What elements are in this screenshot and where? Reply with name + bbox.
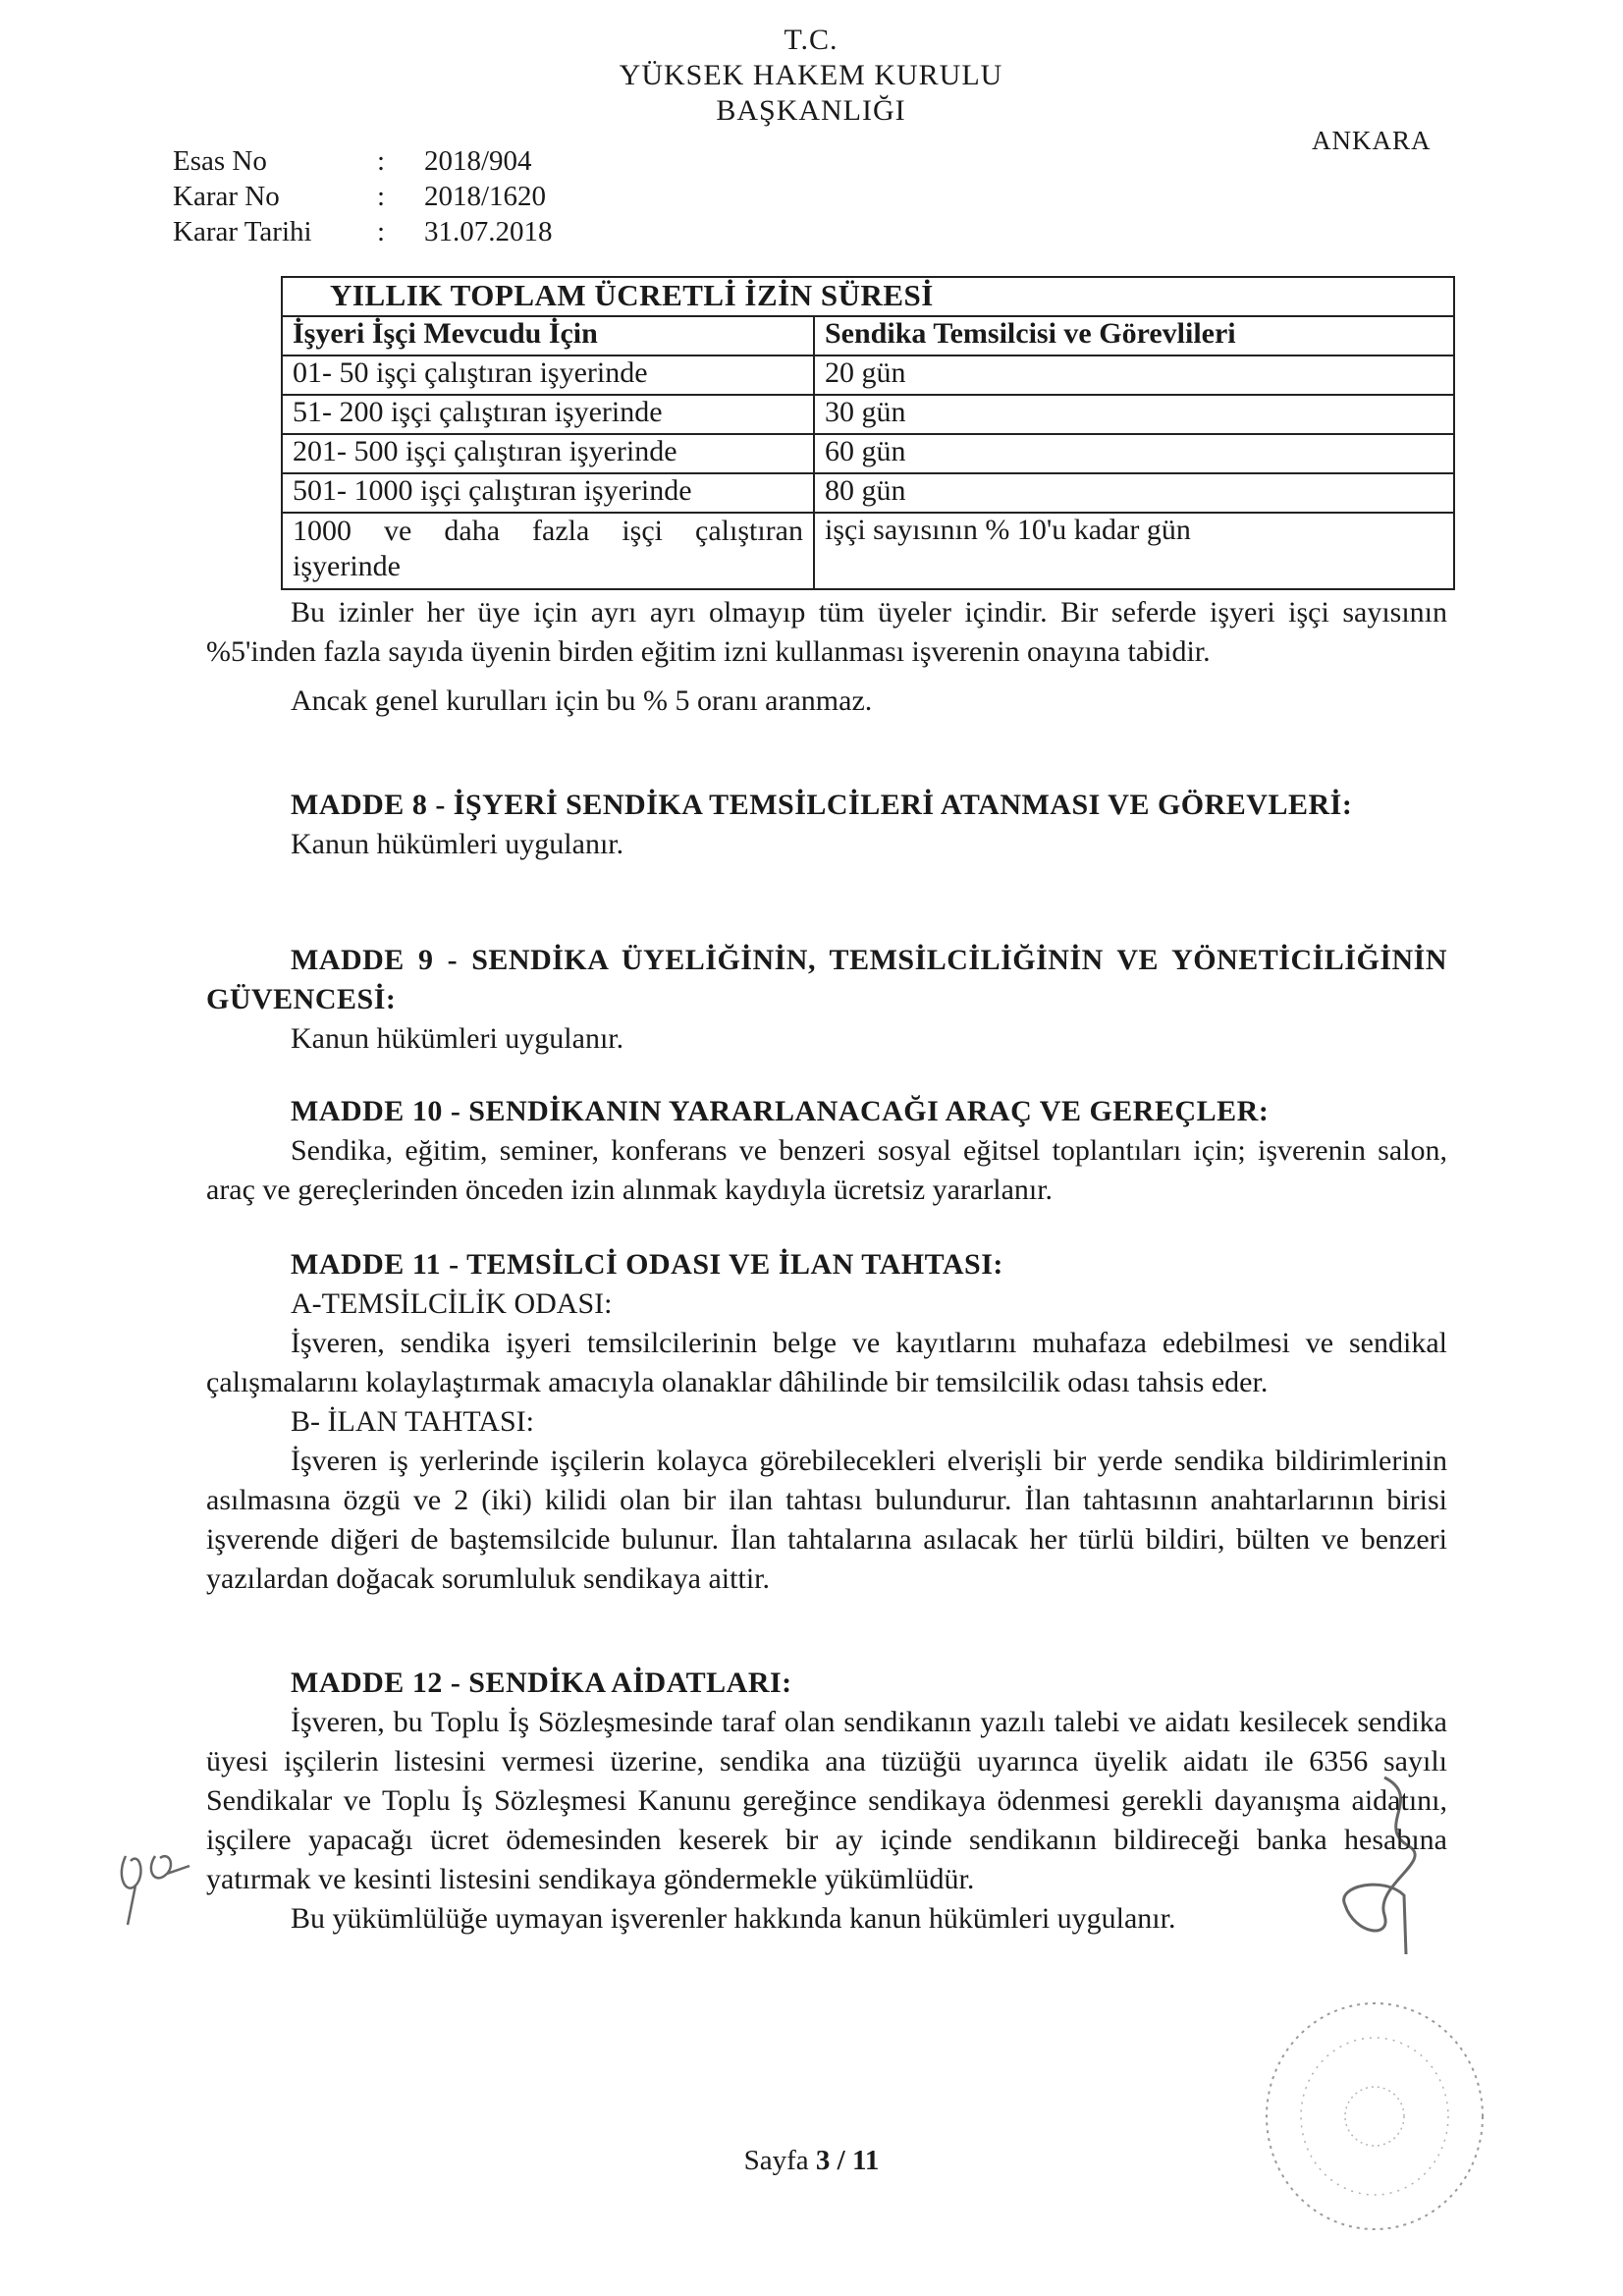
header-authority: YÜKSEK HAKEM KURULU	[619, 59, 1003, 91]
page-value: 3 / 11	[815, 2145, 880, 2176]
article-text: Kanun hükümleri uygulanır.	[291, 1022, 624, 1055]
after-table-text	[206, 593, 1447, 721]
article-title: MADDE 10 - SENDİKANIN YARARLANACAĞI ARAÇ VE GEREÇLER:	[291, 1095, 1270, 1127]
meta-value: 31.07.2018	[424, 216, 553, 247]
table-cell	[282, 513, 814, 589]
madde-9	[206, 941, 1447, 1059]
case-meta	[173, 143, 561, 249]
meta-row	[173, 179, 561, 214]
table-cell: 60 gün	[814, 434, 1454, 473]
header-city: ANKARA	[1312, 126, 1432, 155]
table-cell-line: 1000 ve daha fazla işçi çalıştıran	[293, 515, 803, 547]
header-tc: T.C.	[784, 24, 839, 56]
table-cell-line: işyerinde	[293, 550, 401, 582]
article-text: Kanun hükümleri uygulanır.	[291, 828, 624, 860]
meta-row	[173, 143, 561, 179]
article-title: MADDE 11 - TEMSİLCİ ODASI VE İLAN TAHTASI:	[291, 1248, 1003, 1281]
article-title: MADDE 9 - SENDİKA ÜYELİĞİNİN, TEMSİLCİLİĞİNİN VE YÖNETİCİLİĞİNİN GÜVENCESİ:	[206, 944, 1447, 1015]
table-cell: 30 gün	[814, 395, 1454, 434]
meta-sep: :	[377, 216, 386, 247]
table-row	[282, 513, 1454, 589]
col-header-workers: İşyeri İşçi Mevcudu İçin	[282, 316, 814, 355]
meta-sep: :	[377, 181, 386, 212]
meta-label: Karar No	[173, 181, 280, 212]
table-cell: 201- 500 işçi çalıştıran işyerinde	[282, 434, 814, 473]
madde-10	[206, 1092, 1447, 1210]
meta-value: 2018/904	[424, 145, 532, 177]
signature-icon	[1316, 1768, 1463, 1964]
article-subtitle: B- İLAN TAHTASI:	[291, 1405, 534, 1438]
table-cell: 501- 1000 işçi çalıştıran işyerinde	[282, 473, 814, 513]
table-cell: 51- 200 işçi çalıştıran işyerinde	[282, 395, 814, 434]
article-text: İşveren, bu Toplu İş Sözleşmesinde taraf olan sendikanın yazılı talebi ve aidatı kesilecek sendika üyesi işçilerin listesini vermesi üzerine, sendika ana tüzüğü uyarınca üyelik aidatı ile 6356 sayılı Sendikalar ve Toplu İş Sözleşmesi Kanunu gereğince sendikaya ödenmesi gerekli dayanışma aidatını, işçilere yapacağı ücret ödemesinden keserek bir ay içinde sendikanın bildireceği banka hesabına yatırmak ve kesinti listesini sendikaya göndermekle yükümlüdür.	[206, 1706, 1447, 1895]
table-row	[282, 395, 1454, 434]
madde-11	[206, 1245, 1447, 1599]
initials-signature-icon	[106, 1827, 204, 1935]
article-text: İşveren iş yerlerinde işçilerin kolayca görebilecekleri elverişli bir yerde sendika bildirimlerinin asılmasına özgü ve 2 (iki) kilidi olan bir ilan tahtası bulundurur. İlan tahtasının anahtarlarının birisi işverende diğeri de baştemsilcide bulunur. İlan tahtalarına asılacak her türlü bildiri, bülten ve benzeri yazılardan doğacak sorumluluk sendikaya aittir.	[206, 1445, 1447, 1595]
meta-value: 2018/1620	[424, 181, 547, 212]
table-cell: işçi sayısının % 10'u kadar gün	[814, 513, 1454, 589]
paragraph: Bu izinler her üye için ayrı ayrı olmayıp tüm üyeler içindir. Bir seferde işyeri işçi sayısının %5'inden fazla sayıda üyenin birden eğitim izni kullanması işverenin onayına tabidir.	[206, 596, 1447, 668]
meta-label: Karar Tarihi	[173, 216, 312, 247]
article-title: MADDE 8 - İŞYERİ SENDİKA TEMSİLCİLERİ ATANMASI VE GÖREVLERİ:	[291, 789, 1353, 821]
paragraph: Ancak genel kurulları için bu % 5 oranı aranmaz.	[291, 684, 873, 717]
article-text: Sendika, eğitim, seminer, konferans ve benzeri sosyal eğitsel toplantıları için; işverenin salon, araç ve gereçlerinden önceden izin alınmak kaydıyla ücretsiz yararlanır.	[206, 1134, 1447, 1206]
article-text: İşveren, sendika işyeri temsilcilerinin belge ve kayıtlarını muhafaza edebilmesi ve sendikal çalışmalarını kolaylaştırmak amacıyla olanaklar dâhilinde bir temsilcilik odası tahsis eder.	[206, 1327, 1447, 1398]
meta-label: Esas No	[173, 145, 267, 177]
page-number	[0, 2145, 1623, 2177]
leave-table-header	[282, 316, 1454, 355]
table-row	[282, 355, 1454, 395]
article-title: MADDE 12 - SENDİKA AİDATLARI:	[291, 1667, 792, 1699]
table-row	[282, 473, 1454, 513]
stamp-icon	[1247, 1984, 1502, 2249]
leave-table-caption: YILLIK TOPLAM ÜCRETLİ İZİN SÜRESİ	[282, 277, 1454, 316]
table-row	[282, 434, 1454, 473]
header-presidency: BAŞKANLIĞI	[716, 94, 906, 127]
madde-12	[206, 1664, 1447, 1939]
article-text: Bu yükümlülüğe uymayan işverenler hakkında kanun hükümleri uygulanır.	[291, 1902, 1176, 1935]
table-cell: 01- 50 işçi çalıştıran işyerinde	[282, 355, 814, 395]
page-label: Sayfa	[743, 2145, 809, 2176]
col-header-representatives: Sendika Temsilcisi ve Görevlileri	[814, 316, 1454, 355]
article-subtitle: A-TEMSİLCİLİK ODASI:	[291, 1287, 613, 1320]
leave-table	[281, 276, 1455, 590]
table-cell: 20 gün	[814, 355, 1454, 395]
table-cell: 80 gün	[814, 473, 1454, 513]
meta-row	[173, 214, 561, 249]
meta-sep: :	[377, 145, 386, 177]
madde-8	[206, 786, 1447, 864]
